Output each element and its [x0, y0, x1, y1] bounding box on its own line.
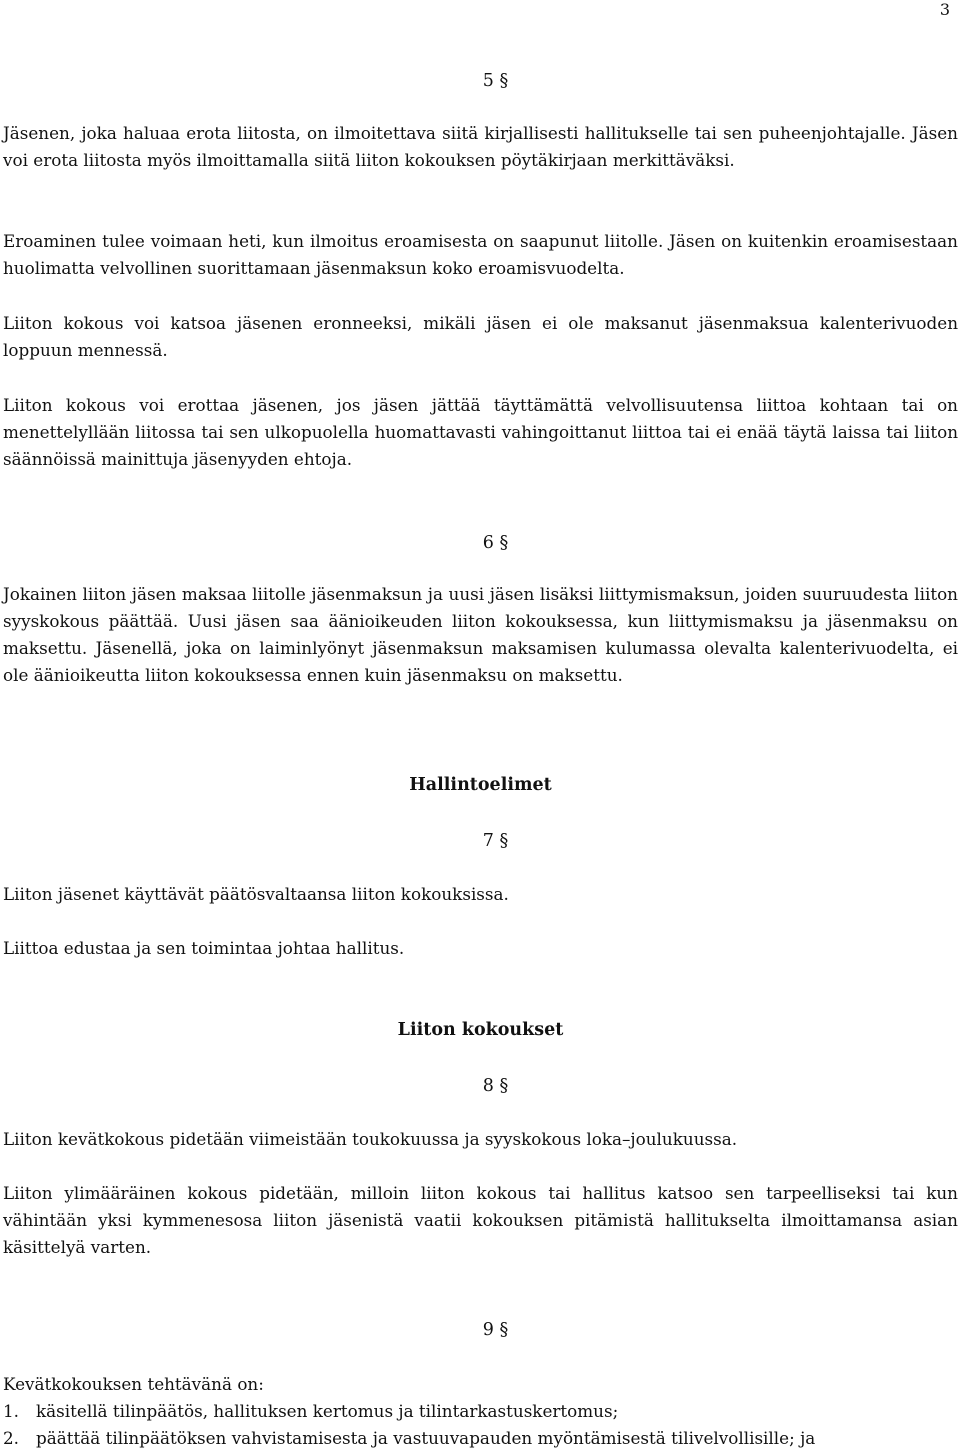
paragraph-resignation: Jäsenen, joka haluaa erota liitosta, on ilmoitettava siitä kirjallisesti hallitukselle tai sen puheenjohtajalle. Jäsen voi erota liitosta myös ilmoittamalla siitä liiton kokouksen pöytäkirjaan merkittäväksi. [3, 123, 958, 170]
paragraph-meetings-schedule: Liiton kevätkokous pidetään viimeistään toukokuussa ja syyskokous loka–joulukuussa. [3, 1129, 738, 1149]
paragraph-deemed-resigned: Liiton kokous voi katsoa jäsenen eronneeksi, mikäli jäsen ei ole maksanut jäsenmaksua kalenterivuoden loppuun mennessä. [3, 313, 958, 360]
paragraph-resignation-effect: Eroaminen tulee voimaan heti, kun ilmoitus eroamisesta on saapunut liitolle. Jäsen on kuitenkin eroamisestaan huolimatta velvollinen suorittamaan jäsenmaksun koko eroamisvuodelta. [3, 231, 958, 278]
document-page [3, 0, 958, 1451]
section-8-heading: 8 § [482, 1076, 509, 1096]
page-number: 3 [939, 0, 950, 19]
list-item-number: 1. [3, 1401, 20, 1421]
spring-meeting-task-list [3, 1398, 958, 1452]
paragraph-expulsion: Liiton kokous voi erottaa jäsenen, jos jäsen jättää täyttämättä velvollisuutensa liittoa kohtaan tai on menettelyllään liitossa tai sen ulkopuolella huomattavasti vahingoittanut liittoa tai ei enää täytä laissa tai liiton säännöissä mainittuja jäsenyyden ehtoja. [3, 395, 958, 469]
section-7-heading: 7 § [482, 831, 509, 851]
heading-liiton-kokoukset: Liiton kokoukset [397, 1020, 564, 1040]
paragraph-membership-fees: Jokainen liiton jäsen maksaa liitolle jäsenmaksun ja uusi jäsen lisäksi liittymismaksun, joiden suuruudesta liiton syyskokous päättää. Uusi jäsen saa äänioikeuden liiton kokouksessa, kun liittymismaksu ja jäsenmaksu on maksettu. Jäsenellä, joka on laiminlyönyt jäsenmaksun maksamisen kulumassa olevalta kalenterivuodelta, ei ole äänioikeutta liiton kokouksessa ennen kuin jäsenmaksu on maksettu. [3, 584, 958, 685]
section-6-heading: 6 § [482, 533, 509, 553]
paragraph-extraordinary-meeting: Liiton ylimääräinen kokous pidetään, milloin liiton kokous tai hallitus katsoo sen tarpeelliseksi tai kun vähintään yksi kymmenesosa liiton jäsenistä vaatii kokouksen pitämistä hallitukselta ilmoittamansa asian käsittelyä varten. [3, 1183, 958, 1257]
heading-hallintoelimet: Hallintoelimet [409, 775, 552, 795]
paragraph-decision-power: Liiton jäsenet käyttävät päätösvaltaansa liiton kokouksissa. [3, 884, 509, 904]
paragraph-board: Liittoa edustaa ja sen toimintaa johtaa hallitus. [3, 938, 405, 958]
list-item-text: käsitellä tilinpäätös, hallituksen kertomus ja tilintarkastuskertomus; [36, 1401, 619, 1421]
list-item-text: päättää tilinpäätöksen vahvistamisesta ja vastuuvapauden myöntämisestä tilivelvollisille; ja [36, 1428, 816, 1448]
list-item [3, 1398, 958, 1425]
section-9-heading: 9 § [482, 1320, 509, 1340]
paragraph-spring-meeting-tasks: Kevätkokouksen tehtävänä on: [3, 1374, 264, 1394]
list-item-number: 2. [3, 1428, 20, 1448]
list-item [3, 1425, 958, 1452]
section-5-heading: 5 § [482, 71, 509, 91]
